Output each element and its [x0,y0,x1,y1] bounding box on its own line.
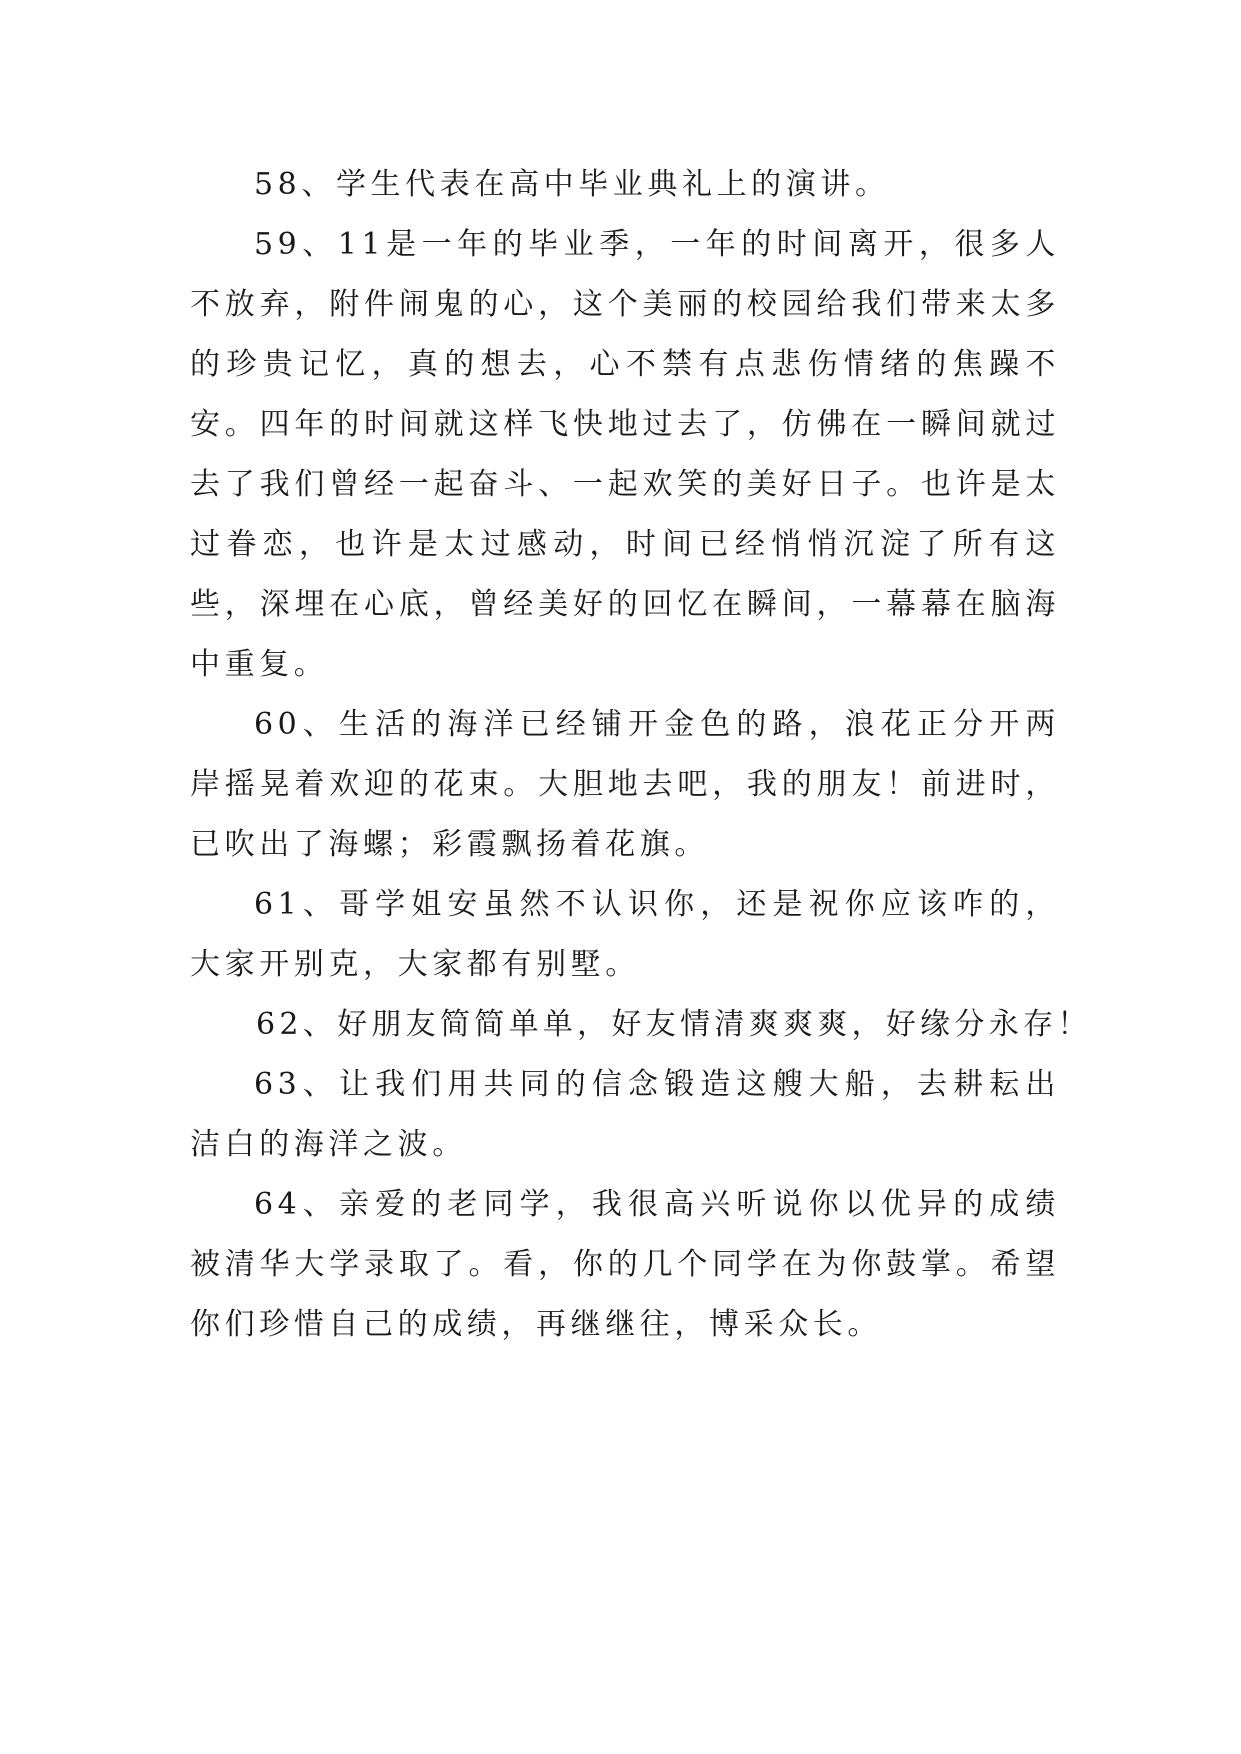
paragraph-58: 58、学生代表在高中毕业典礼上的演讲。 [254,167,890,202]
paragraph-62: 62、好朋友简简单单，好友情清爽爽爽，好缘分永存！ [256,1007,1092,1042]
paragraph-59: 59、11是一年的毕业季，一年的时间离开，很多人不放弃，附件闹鬼的心，这个美丽的校园给我们带来太多的珍贵记忆，真的想去，心不禁有点悲伤情绪的焦躁不安。四年的时间就这样飞快地过去了，仿佛在一瞬间就过去了我们曾经一起奋斗、一起欢笑的美好日子。也许是太过眷恋，也许是太过感动，时间已经悄悄沉淀了所有这些，深埋在心底，曾经美好的回忆在瞬间，一幕幕在脑海中重复。 [190,227,1060,682]
document-body [190,155,1092,1355]
paragraph-61: 61、哥学姐安虽然不认识你，还是祝你应该咋的，大家开别克，大家都有别墅。 [190,887,1060,982]
paragraph-60: 60、生活的海洋已经铺开金色的路，浪花正分开两岸摇晃着欢迎的花束。大胆地去吧，我的朋友！前进时，已吹出了海螺；彩霞飘扬着花旗。 [190,707,1060,862]
paragraph-63: 63、让我们用共同的信念锻造这艘大船，去耕耘出洁白的海洋之波。 [190,1067,1060,1162]
paragraph-64: 64、亲爱的老同学，我很高兴听说你以优异的成绩被清华大学录取了。看，你的几个同学在为你鼓掌。希望你们珍惜自己的成绩，再继继往，博采众长。 [190,1187,1060,1342]
